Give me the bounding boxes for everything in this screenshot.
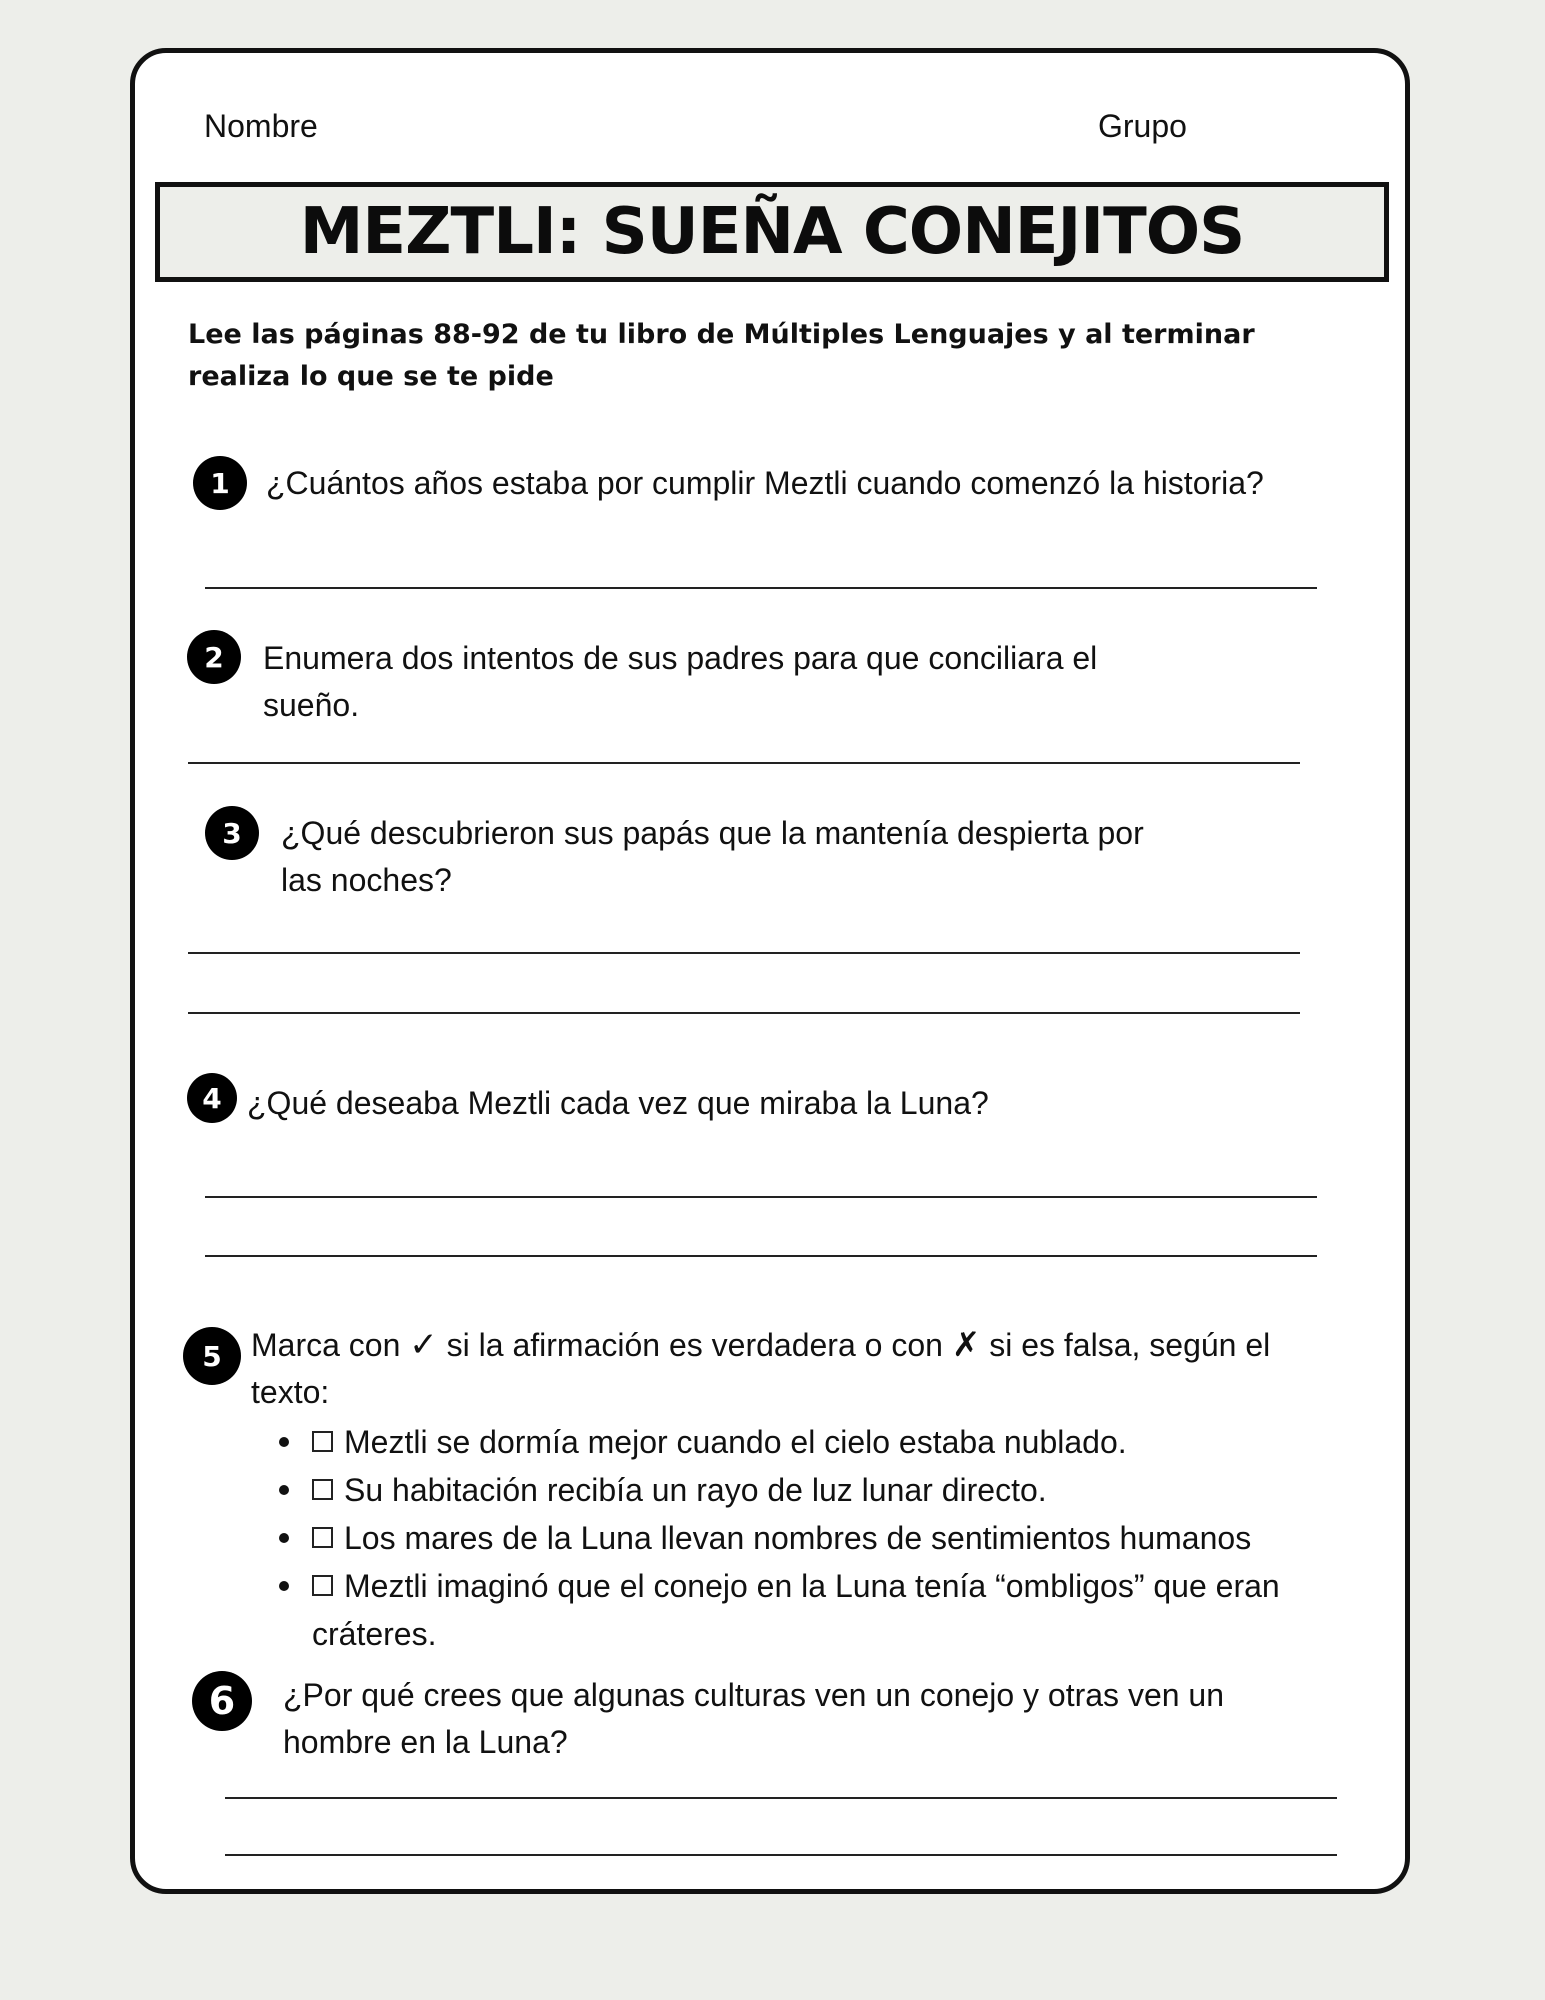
check-icon: ✓	[409, 1326, 438, 1364]
question-5-text-middle: si la afirmación es verdadera o con	[446, 1327, 943, 1363]
statement-text-1: Meztli se dormía mejor cuando el cielo estaba nublado.	[344, 1424, 1127, 1460]
group-label: Grupo	[1098, 108, 1187, 144]
answer-line-3b[interactable]	[188, 1012, 1300, 1014]
question-5-text-before: Marca con	[251, 1327, 401, 1363]
statement-text-3: Los mares de la Luna llevan nombres de sentimientos humanos	[344, 1520, 1252, 1556]
question-number-5: 5	[183, 1327, 241, 1385]
question-number-2: 2	[187, 630, 241, 684]
answer-line-1a[interactable]	[205, 587, 1317, 589]
question-number-4: 4	[187, 1073, 237, 1123]
statement-list	[275, 1418, 1375, 1658]
question-5-line2: texto:	[251, 1374, 330, 1410]
bullet-icon	[279, 1485, 289, 1495]
bullet-icon	[279, 1437, 289, 1447]
statement-item	[275, 1466, 1375, 1514]
answer-line-3a[interactable]	[188, 952, 1300, 954]
instructions: Lee las páginas 88-92 de tu libro de Múltiples Lenguajes y al terminar realiza lo que se te pide	[188, 319, 1255, 392]
statement-item-continued	[275, 1610, 1375, 1658]
question-number-6: 6	[192, 1671, 252, 1731]
question-5-line1	[251, 1322, 1270, 1369]
question-number-3: 3	[205, 806, 259, 860]
checkbox-3[interactable]	[312, 1527, 333, 1548]
cross-icon: ✗	[951, 1326, 981, 1364]
question-1-text: ¿Cuántos años estaba por cumplir Meztli cuando comenzó la historia?	[266, 465, 1264, 501]
answer-line-6b[interactable]	[225, 1854, 1337, 1856]
answer-line-6a[interactable]	[225, 1797, 1337, 1799]
checkbox-1[interactable]	[312, 1431, 333, 1452]
question-2-line1: Enumera dos intentos de sus padres para que conciliara el	[263, 640, 1098, 676]
bullet-icon	[279, 1581, 289, 1591]
answer-line-4b[interactable]	[205, 1255, 1317, 1257]
question-6-line1: ¿Por qué crees que algunas culturas ven un conejo y otras ven un	[283, 1677, 1225, 1713]
answer-line-2a[interactable]	[188, 762, 1300, 764]
statement-item	[275, 1418, 1375, 1466]
question-number-1: 1	[193, 456, 247, 510]
statement-item	[275, 1562, 1375, 1610]
name-label: Nombre	[204, 108, 318, 144]
title-box	[155, 182, 1389, 282]
statement-text-4-continued: cráteres.	[312, 1616, 437, 1652]
question-4-text: ¿Qué deseaba Meztli cada vez que miraba la Luna?	[247, 1085, 989, 1121]
statement-item	[275, 1514, 1375, 1562]
checkbox-2[interactable]	[312, 1479, 333, 1500]
statement-text-2: Su habitación recibía un rayo de luz lunar directo.	[344, 1472, 1047, 1508]
checkbox-4[interactable]	[312, 1575, 333, 1596]
question-6-line2: hombre en la Luna?	[283, 1724, 568, 1760]
page-title: MEZTLI: SUEÑA CONEJITOS	[299, 195, 1245, 269]
answer-line-4a[interactable]	[205, 1196, 1317, 1198]
question-5-text-after: si es falsa, según el	[989, 1327, 1271, 1363]
bullet-icon	[279, 1533, 289, 1543]
question-3-line1: ¿Qué descubrieron sus papás que la mantenía despierta por	[281, 815, 1144, 851]
statement-text-4: Meztli imaginó que el conejo en la Luna tenía “ombligos” que eran	[344, 1568, 1280, 1604]
question-3-line2: las noches?	[281, 862, 452, 898]
question-2-line2: sueño.	[263, 687, 360, 723]
